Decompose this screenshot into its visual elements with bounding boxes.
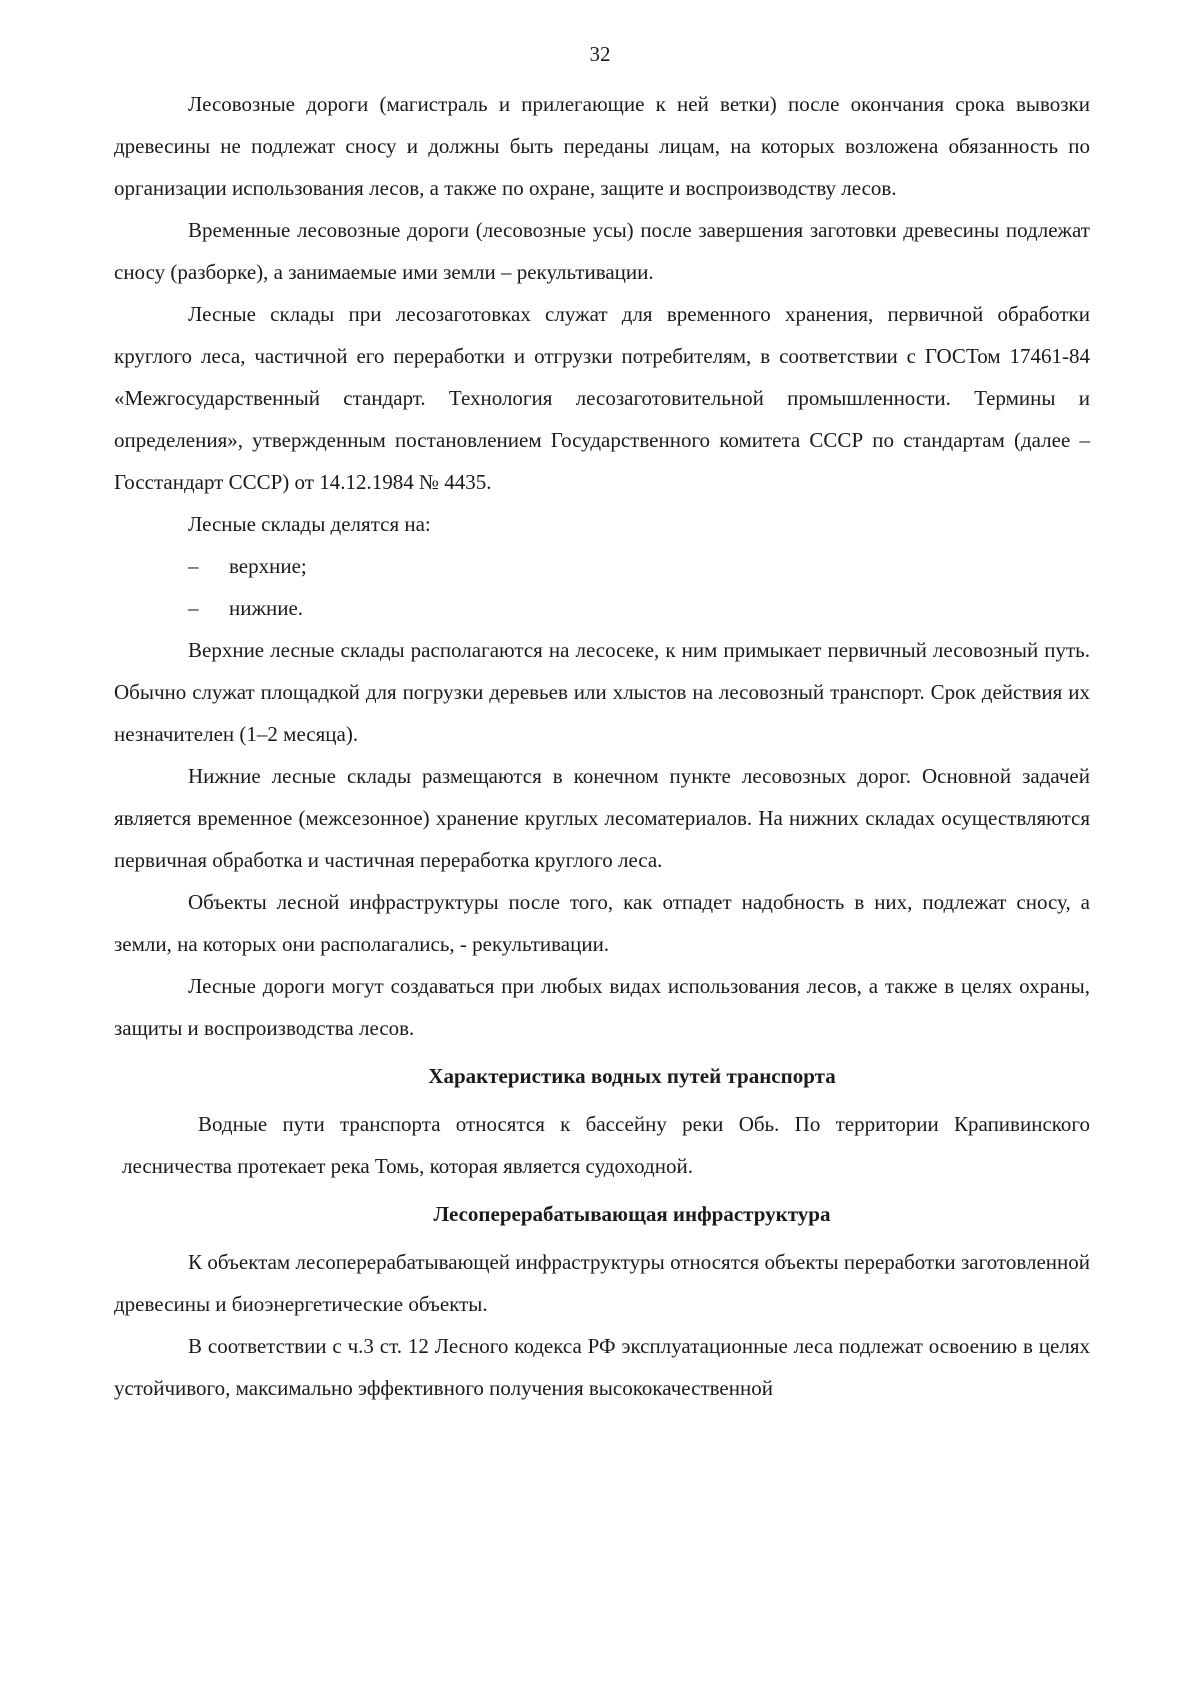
list-dash: – bbox=[188, 554, 199, 578]
paragraph-temporary-roads: Временные лесовозные дороги (лесовозные усы) после завершения заготовки древесины подлежат сносу (разборке), а занимаемые ими земли – рекультивации. bbox=[114, 218, 1090, 284]
document-body bbox=[114, 83, 1090, 1409]
list-item-text: верхние; bbox=[229, 554, 307, 578]
paragraph-lower-warehouses: Нижние лесные склады размещаются в конечном пункте лесовозных дорог. Основной задачей является временное (межсезонное) хранение круглых лесоматериалов. На нижних складах осуществляются первичная обработка и частичная переработка круглого леса. bbox=[114, 764, 1090, 872]
page-number: 32 bbox=[589, 42, 611, 66]
paragraph-forest-roads-creation: Лесные дороги могут создаваться при любых видах использования лесов, а также в целях охраны, защиты и воспроизводства лесов. bbox=[114, 974, 1090, 1040]
section-heading-water-transport: Характеристика водных путей транспорта bbox=[428, 1064, 836, 1088]
list-item bbox=[114, 545, 1090, 587]
paragraph-forest-code: В соответствии с ч.3 ст. 12 Лесного кодекса РФ эксплуатационные леса подлежат освоению в целях устойчивого, максимально эффективного получения высококачественной bbox=[114, 1334, 1090, 1400]
paragraph-infrastructure-removal: Объекты лесной инфраструктуры после того, как отпадет надобность в них, подлежат сносу, а земли, на которых они располагались, - рекультивации. bbox=[114, 890, 1090, 956]
list-dash: – bbox=[188, 596, 199, 620]
list-item-text: нижние. bbox=[229, 596, 304, 620]
paragraph-warehouse-types-intro: Лесные склады делятся на: bbox=[188, 512, 431, 536]
section-heading-processing-infrastructure: Лесоперерабатывающая инфраструктура bbox=[433, 1202, 831, 1226]
paragraph-forest-roads: Лесовозные дороги (магистраль и прилегающие к ней ветки) после окончания срока вывозки древесины не подлежат сносу и должны быть переданы лицам, на которых возложена обязанность по организации использования лесов, а также по охране, защите и воспроизводству лесов. bbox=[114, 92, 1090, 200]
list-item bbox=[114, 587, 1090, 629]
paragraph-water-transport: Водные пути транспорта относятся к бассейну реки Обь. По территории Крапивинского лесничества протекает река Томь, которая является судоходной. bbox=[122, 1112, 1090, 1178]
paragraph-upper-warehouses: Верхние лесные склады располагаются на лесосеке, к ним примыкает первичный лесовозный путь. Обычно служат площадкой для погрузки деревьев или хлыстов на лесовозный транспорт. Срок действия их незначителен (1–2 месяца). bbox=[114, 638, 1090, 746]
paragraph-forest-warehouses: Лесные склады при лесозаготовках служат для временного хранения, первичной обработки круглого леса, частичной его переработки и отгрузки потребителям, в соответствии с ГОСТом 17461-84 «Межгосударственный стандарт. Технология лесозаготовительной промышленности. Термины и определения», утвержденным постановлением Государственного комитета СССР по стандартам (далее – Госстандарт СССР) от 14.12.1984 № 4435. bbox=[114, 302, 1090, 494]
paragraph-processing-objects: К объектам лесоперерабатывающей инфраструктуры относятся объекты переработки заготовленной древесины и биоэнергетические объекты. bbox=[114, 1250, 1090, 1316]
warehouse-types-list bbox=[114, 545, 1090, 629]
